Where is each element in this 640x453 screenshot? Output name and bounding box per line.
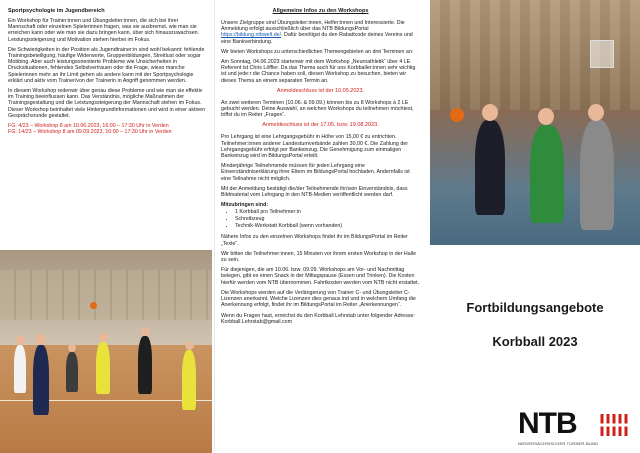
brochure-title: Fortbildungsangebote	[466, 300, 604, 315]
text: Unsere Zielgruppe sind Übungsleiter:innen, Helfer:innen und Interessierte. Die Anmeldung erfolgt ausschließlich über das NTB BildungsPortal	[221, 20, 405, 33]
brochure-subtitle: Korbball 2023	[492, 334, 578, 349]
registration-deadline: Anmeldeschluss ist der 10.05.2023.	[276, 87, 365, 94]
logo-letters: NTB	[518, 407, 577, 440]
bildungsportal-link[interactable]: https://bildung.ntbwelt.de/	[221, 32, 282, 39]
section-heading: Sportpsychologie im Jugendbereich	[8, 8, 105, 14]
bring-list	[221, 209, 420, 230]
list-item: • 1 Korbball pro Teilnehmer:in	[235, 209, 420, 216]
paragraph: Wir bieten Workshops zu unterschiedlichen Themengebieten an drei Terminen an:	[221, 48, 414, 55]
column-general-info	[214, 0, 426, 453]
paragraph: Wenn du Fragen hast, erreichst du den Korbball Lehrstab unter folgender Adresse: Korbball.Lehrstab@gmail.com	[221, 312, 415, 325]
bring-label: Mitzubringen sind:	[221, 202, 269, 209]
photo-indoor-training	[0, 250, 212, 453]
column-cover	[430, 0, 640, 453]
text: . Dafür benötigst du den Rabattcode deines Vereins und eine Bankverbindung.	[221, 32, 413, 45]
paragraph: Wir bitten die Teilnehmer:innen, 15 Minuten vor ihrem ersten Workshop in der Halle zu sein.	[221, 250, 416, 264]
paragraph: Minderjährige Teilnehmende müssen für jeden Lehrgang eine Einverständniserklärung ihrer Eltern im BildungsPortal hochladen. Andernfalls ist eine Teilnahme nicht möglich.	[221, 163, 410, 182]
ntb-emblem-icon	[598, 412, 630, 438]
list-item: • Schreibzeug	[235, 216, 420, 223]
paragraph	[221, 20, 420, 45]
logo-subtitle: NIEDERSÄCHSISCHER TURNER-BUND	[518, 441, 599, 446]
paragraph: Am Sonntag, 04.06.2023 startenwir mit dem Workshop „Neuroathletik“ über 4 LE. Referent ist Chris Löffler. Da das Thema auch für uns Korbballer:innen sehr wichtig ist und jede:r die Chance haben soll, diesen Workshop zu besuchen, bieten wir dieses Thema an einem separaten Termin an.	[221, 59, 416, 84]
registration-deadline: Anmeldeschluss ist der 17.05. bzw. 19.08.2023.	[262, 122, 379, 129]
ntb-logo	[518, 407, 638, 451]
paragraph: Mit der Anmeldung bestätigt die/der Teilnehmende ihr/sein Einverständnis, dass Bildmaterial vom Lehrgang in den NTB-Medien veröffentlicht werden darf.	[221, 185, 408, 199]
section-heading: Allgemeine Infos zu den Workshops	[272, 8, 369, 14]
paragraph: Die Schwierigkeiten in der Position als Jugendtrainer:in sind wohl bekannt: fehlende Trainingsbeteiligung, häufige Widerworte, Gruppenbildungen, Streitlust oder sogar Mobbing. Aber auch leistungsorientierte Probleme wie Unsicherheiten in Drucksituationen, fehlendes Selbstvertrauen oder die Frage, wieso manche Spielerinnen mehr an ihr Limit gehen als andere kann mit der Sportpsychologie erklärt und aktiv vom Trainer/von der Trainerin in Angriff genommen werden.	[8, 46, 205, 84]
workshop-date: FG: 4/23 – Workshop 8 am 10.06.2023, 16:00 – 17:30 Uhr in Verden	[8, 123, 169, 130]
paragraph: Die Workshops werden auf die Verlängerung von Trainer C- und Übungsleiter C-Lizenzen anerkannt. Welche Lizenzen dies genaus ind und in welchem Umfang die Anerkennung erfolgt, findet ihr im BildungsPortal im Reiter „Anerkennungen“.	[221, 289, 416, 309]
paragraph: Pro Lehrgang ist eine Lehrgangsgebühr in Höhe von 15,00 € zu entrichten. Teilnehmer:innen anderer Landesturnverbände zahlen 30,00 €. Die Zahlung der Lehrgangsgebühr erfolgt per Bankeinzug. Die Genehmigung zum einmaligen Bankeinzug wird im BildungsPortal erteilt.	[221, 134, 408, 160]
photo-korbball-game	[430, 0, 640, 245]
workshop-date: FG: 14/23 – Workshop 8 am 09.09.2023, 16:00 – 17:30 Uhr in Verden	[8, 129, 172, 136]
paragraph: Ein Workshop für Trainer:innen und Übungsleiter:innen, die sich bei ihrer Mannschaft oder einzelnen Spielerinnen fragen, was sie ausbremst, wie man sie erreichen kann oder wie man sie dazu bringen kann, über sich hinauszuwachsen. Leistungssteigerung und Motivation stehen hierbei im Fokus.	[8, 18, 200, 43]
paragraph: In diesem Workshop redenwir über genau diese Probleme und wie man sie effektiv im Training beeinflussen kann. Das Verständnis, mögliche Maßnahmen der Trainingsgestaltung und die Leistungssteigerung der Mannschaft stehen im Fokus. Dieser Workshop beinhaltet viele Hintergrundinformationen und wird in einer aktiven Gesprächsrunde gestaltet.	[8, 88, 206, 119]
list-item: • Technik-Werkstatt Korbball (wenn vorhanden)	[235, 223, 420, 230]
paragraph: Für diejenigen, die am 10.06. bzw. 09.09. Workshops am Vor- und Nachmittag belegen, gibt es einen Snack in der Mittagspause (Essen und Trinken). Die Kosten hierfür werden vom NTB übernommen. Fahrtkosten werden vom NTB nicht erstattet.	[221, 267, 420, 286]
paragraph: An zwei weiteren Terminen (10.06. & 09.09.) können bis zu 8 Workshops á 2 LE gebucht werden. Deine Auswahl, an welchen Workshops du teilnehmen möchtest, triffst du im Reiter „Fragen“.	[221, 99, 414, 119]
paragraph: Nähere Infos zu den einzelnen Workshops findet ihr im BildungsPortal im Reiter „Texte“.	[221, 234, 408, 247]
